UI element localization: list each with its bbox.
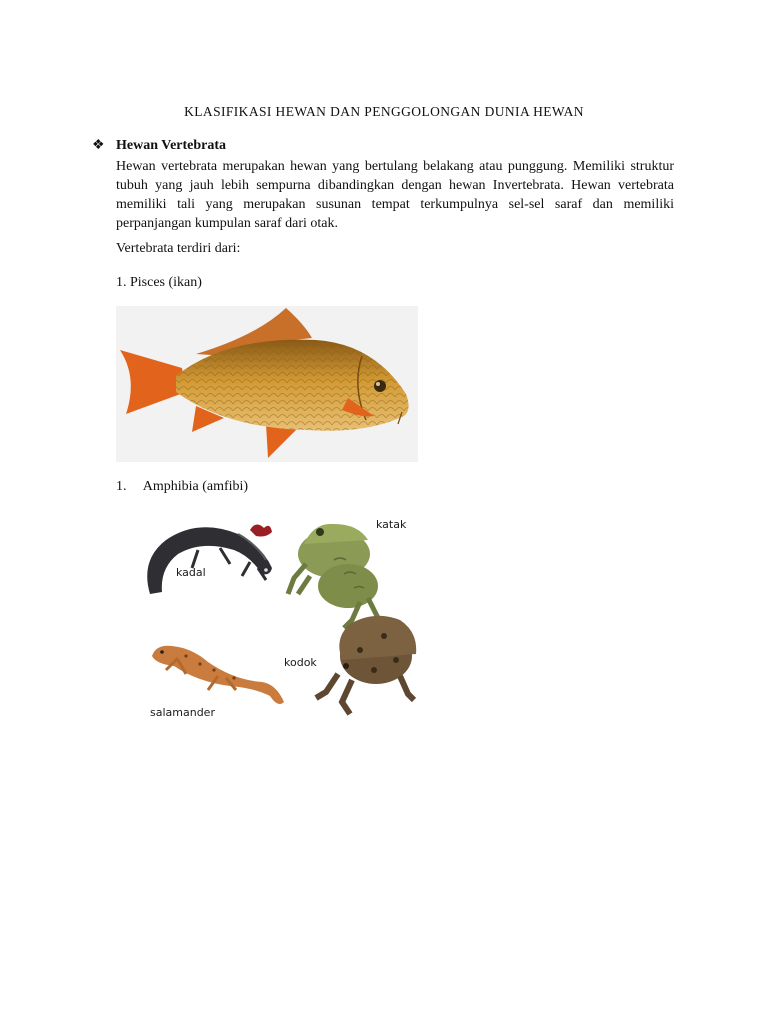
amphibians-illustration (138, 510, 418, 726)
fish-image (116, 306, 418, 462)
frog-figure (288, 524, 390, 628)
section-heading: Hewan Vertebrata (116, 138, 227, 153)
label-salamander: salamander (150, 706, 215, 719)
amphibians-image (138, 510, 418, 726)
document-title: KLASIFIKASI HEWAN DAN PENGGOLONGAN DUNIA HEWAN (184, 104, 584, 119)
toad-figure (316, 616, 416, 714)
list-text: Amphibia (amfibi) (142, 479, 249, 494)
label-katak: katak (376, 518, 407, 531)
label-kodok: kodok (284, 656, 317, 669)
salamander-figure (152, 646, 284, 704)
carp-illustration (116, 306, 418, 462)
label-kadal: kadal (176, 566, 206, 579)
list-intro: Vertebrata terdiri dari: (116, 241, 241, 256)
list-item-pisces: 1. Pisces (ikan) (116, 275, 202, 290)
diamond-bullet-icon: ❖ (92, 138, 105, 153)
newt-figure (147, 524, 272, 594)
section-paragraph: Hewan vertebrata merupakan hewan yang bertulang belakang atau punggung. Memiliki struktur tubuh yang jauh lebih sempurna dibandingkan dengan hewan Invertebrata. Hewan vertebrata memiliki tali yang merupakan susunan tempat terkumpulnya sel-sel saraf dan memiliki perpanjangan kumpulan saraf dari otak. (116, 159, 674, 231)
list-number: 1. (116, 479, 127, 494)
list-item-amphibia (116, 479, 248, 495)
